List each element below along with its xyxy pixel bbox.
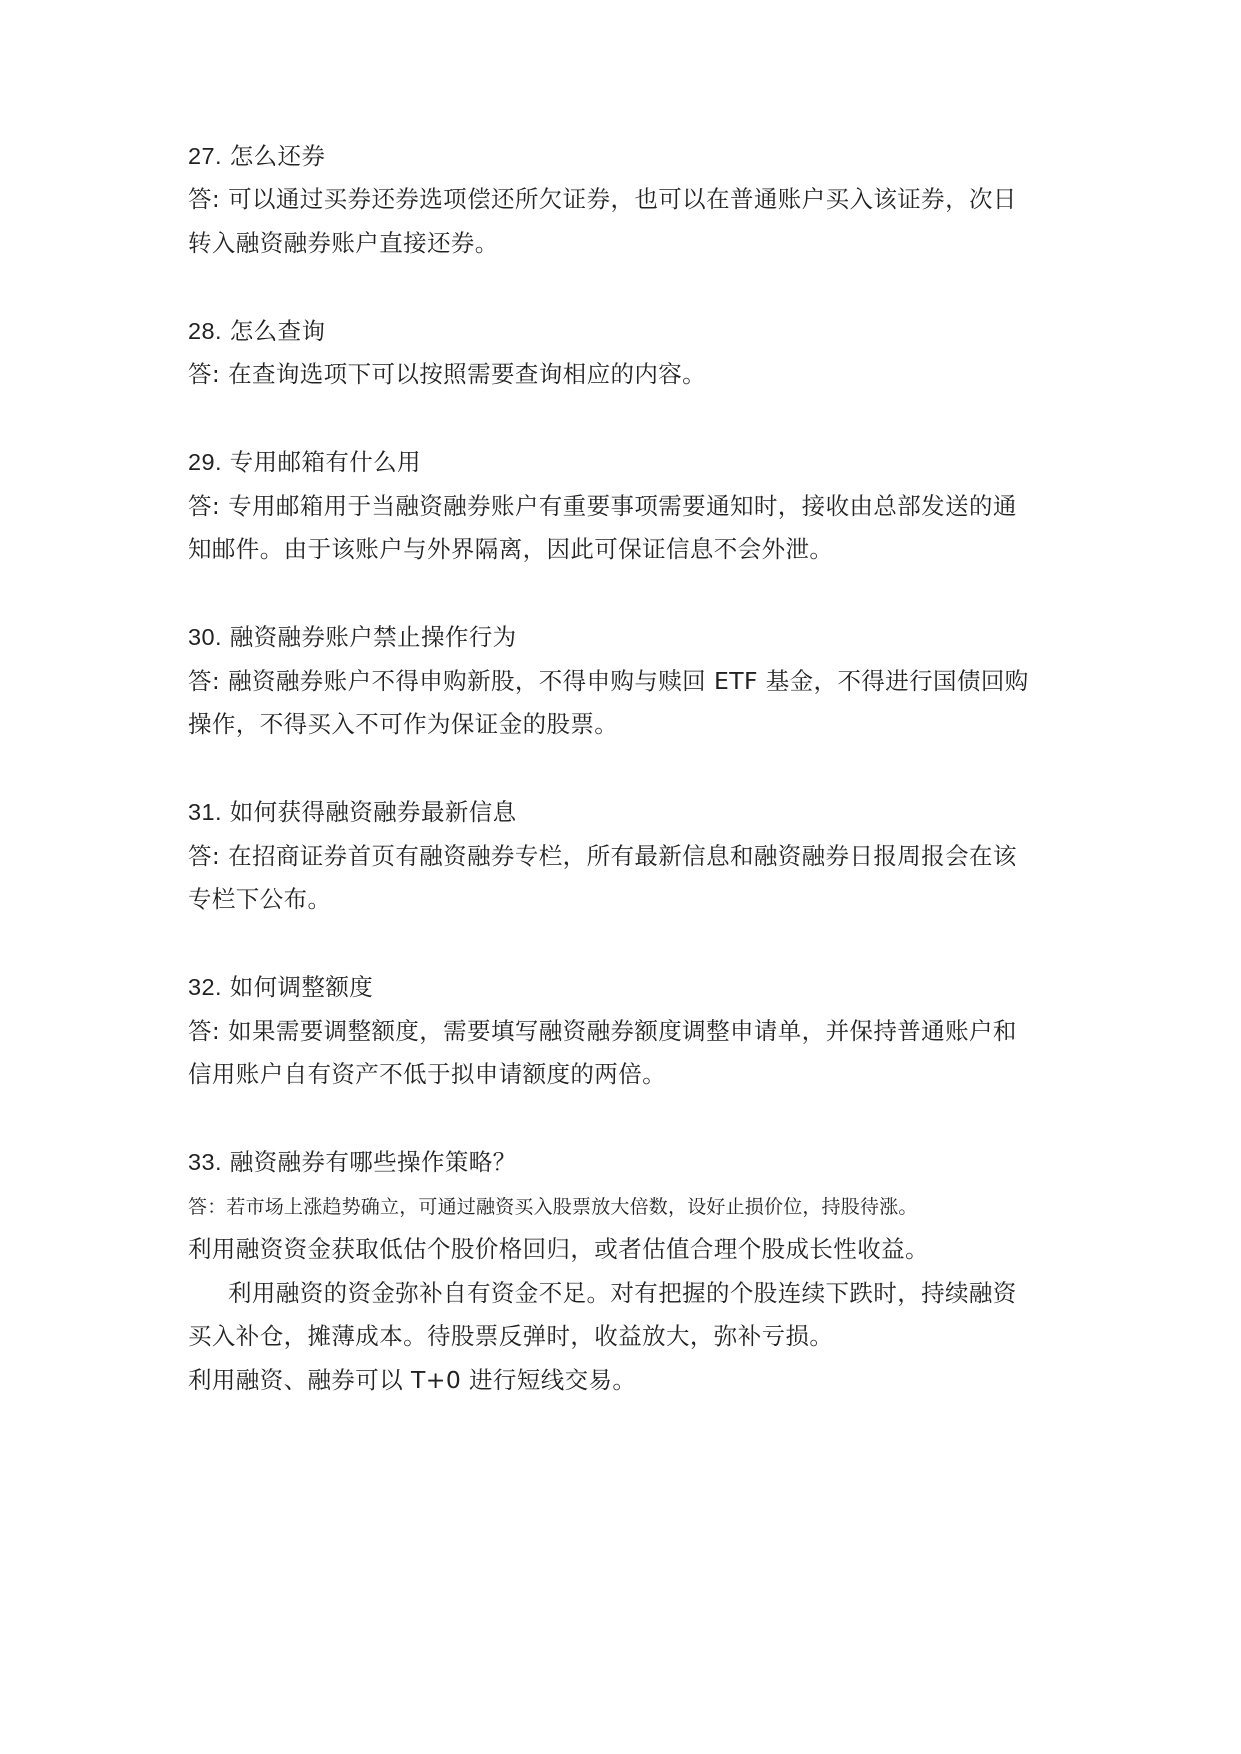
- question-31: [188, 796, 517, 828]
- answer-32-line-2: 信用账户自有资产不低于拟申请额度的两倍。: [188, 1060, 666, 1088]
- question-number: 29.: [188, 449, 222, 475]
- question-28: [188, 315, 325, 347]
- question-number: 30.: [188, 624, 222, 650]
- answer-31-line-1: 答: 在招商证券首页有融资融券专栏，所有最新信息和融资融券日报周报会在该: [188, 842, 1017, 870]
- answer-27-line-1: 答: 可以通过买券还券选项偿还所欠证券，也可以在普通账户买入该证券，次日: [188, 185, 1017, 213]
- question-number: 31.: [188, 799, 222, 825]
- answer-27-line-2: 转入融资融券账户直接还券。: [188, 229, 499, 257]
- question-number: 28.: [188, 318, 222, 344]
- question-text: 怎么查询: [229, 317, 326, 345]
- answer-29-line-1: 答: 专用邮箱用于当融资融券账户有重要事项需要通知时，接收由总部发送的通: [188, 492, 1017, 520]
- question-text: 融资融券账户禁止操作行为: [229, 623, 517, 651]
- answer-28-line-1: 答: 在查询选项下可以按照需要查询相应的内容。: [188, 360, 707, 388]
- answer-33-line-2: 利用融资资金获取低估个股价格回归，或者估值合理个股成长性收益。: [188, 1235, 929, 1263]
- answer-31-line-2: 专栏下公布。: [188, 885, 332, 913]
- answer-33-line-1: 答：若市场上涨趋势确立，可通过融资买入股票放大倍数，设好止损价位，持股待涨。: [188, 1196, 918, 1218]
- question-number: 27.: [188, 143, 222, 169]
- answer-33-line-4: 买入补仓，摊薄成本。待股票反弹时，收益放大，弥补亏损。: [188, 1322, 834, 1350]
- answer-33-line-5: 利用融资、融券可以 T+0 进行短线交易。: [188, 1366, 637, 1394]
- question-27: [188, 140, 325, 172]
- question-number: 32.: [188, 974, 222, 1000]
- answer-30-line-2: 操作，不得买入不可作为保证金的股票。: [188, 710, 619, 738]
- answer-29-line-2: 知邮件。由于该账户与外界隔离，因此可保证信息不会外泄。: [188, 535, 834, 563]
- question-text: 如何调整额度: [229, 973, 374, 1001]
- question-33: [188, 1146, 517, 1178]
- answer-32-line-1: 答: 如果需要调整额度，需要填写融资融券额度调整申请单，并保持普通账户和: [188, 1017, 1017, 1045]
- question-32: [188, 971, 373, 1003]
- answer-33-line-3: 利用融资的资金弥补自有资金不足。对有把握的个股连续下跌时，持续融资: [228, 1279, 1017, 1307]
- question-text: 如何获得融资融券最新信息: [229, 798, 517, 826]
- question-text: 怎么还券: [229, 142, 326, 170]
- question-text: 融资融券有哪些操作策略？: [229, 1148, 517, 1176]
- question-number: 33.: [188, 1149, 222, 1175]
- question-30: [188, 621, 517, 653]
- question-text: 专用邮箱有什么用: [229, 448, 421, 476]
- question-29: [188, 446, 421, 478]
- answer-30-line-1: 答: 融资融券账户不得申购新股，不得申购与赎回 ETF 基金，不得进行国债回购: [188, 667, 1029, 695]
